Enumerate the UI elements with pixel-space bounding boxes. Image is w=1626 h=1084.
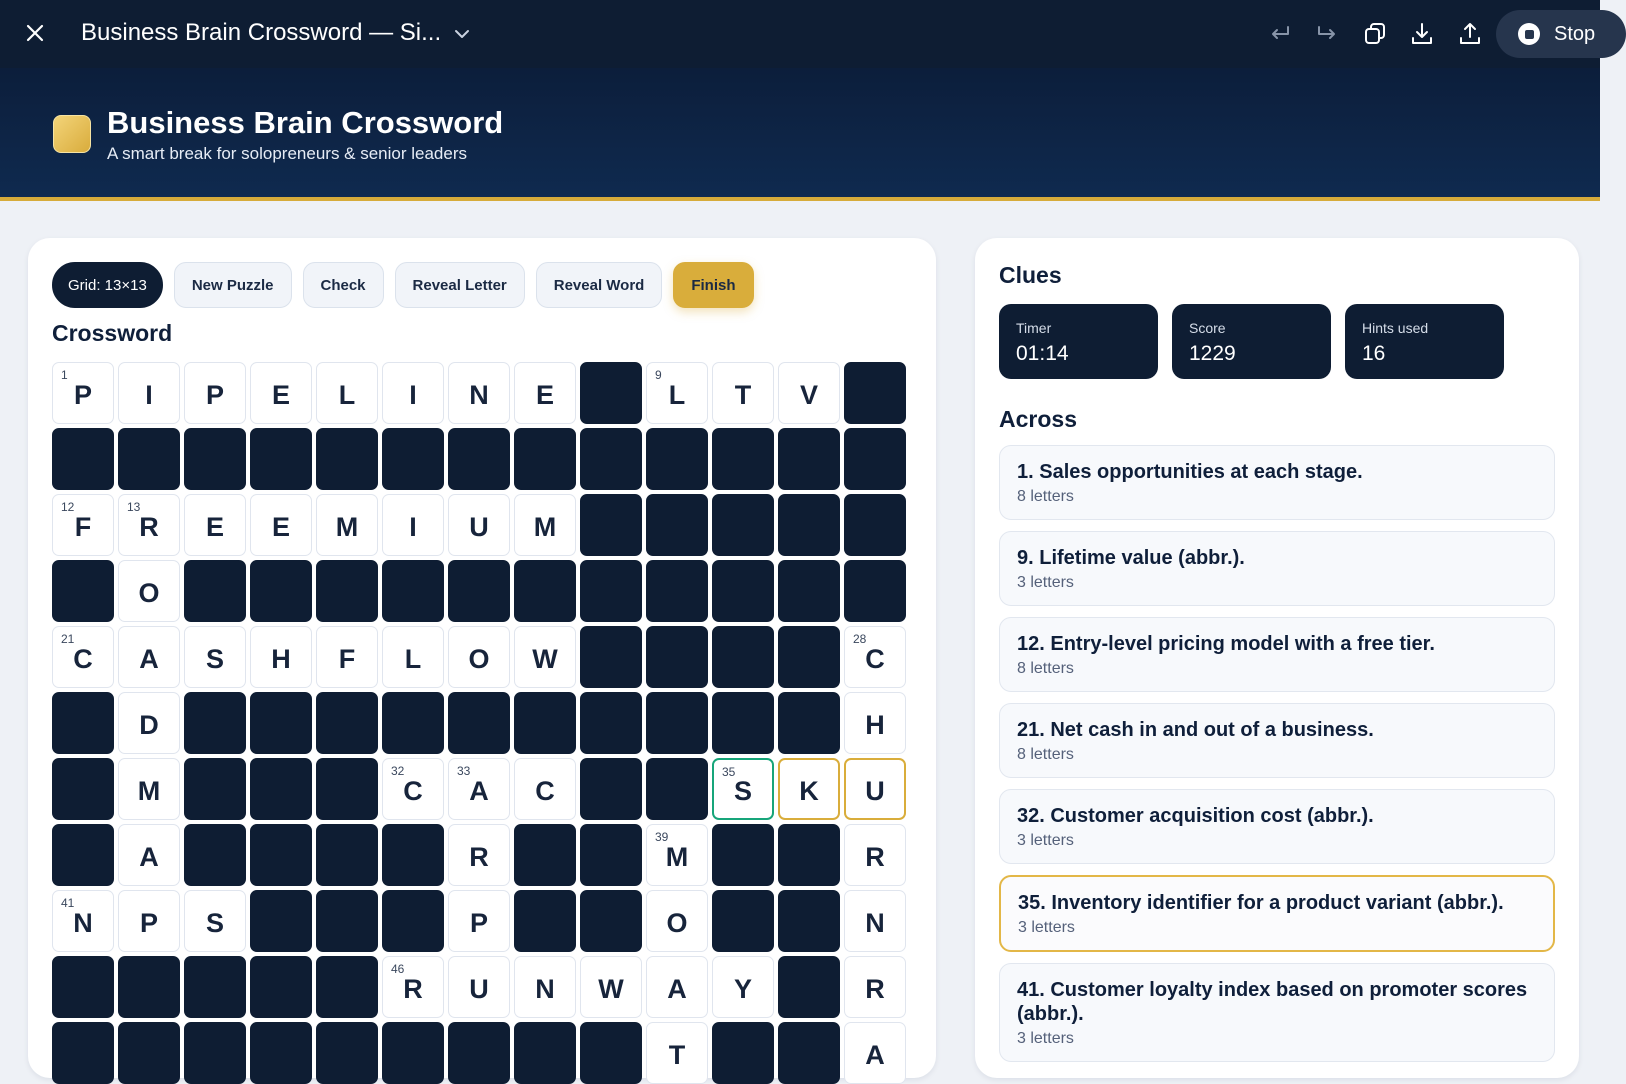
- cell-letter: T: [734, 379, 752, 410]
- grid-cell-blocked: [778, 494, 840, 556]
- grid-cell[interactable]: [712, 758, 774, 820]
- crossword-panel: [28, 238, 936, 1078]
- cell-letter: M: [137, 775, 161, 806]
- grid-cell-blocked: [712, 1022, 774, 1084]
- cell-letter: N: [469, 379, 489, 410]
- cell-letter: E: [271, 379, 290, 410]
- grid-cell-blocked: [646, 428, 708, 490]
- close-icon[interactable]: [22, 20, 48, 46]
- grid-cell-blocked: [316, 758, 378, 820]
- clue-item[interactable]: [999, 703, 1555, 778]
- clue-length: 3 letters: [1017, 832, 1074, 849]
- app-logo: [53, 115, 91, 153]
- clue-text: 12. Entry-level pricing model with a free tier.: [1017, 633, 1435, 655]
- timer-label: Timer: [1016, 320, 1052, 336]
- grid-cell[interactable]: [448, 626, 510, 688]
- cell-letter: W: [598, 973, 624, 1004]
- grid-cell[interactable]: [382, 626, 444, 688]
- cell-letter: A: [667, 973, 687, 1004]
- grid-cell-blocked: [250, 428, 312, 490]
- clue-length: 8 letters: [1017, 746, 1074, 763]
- cell-letter: O: [138, 577, 160, 608]
- grid-cell[interactable]: [118, 560, 180, 622]
- grid-cell-blocked: [250, 560, 312, 622]
- clue-text: 9. Lifetime value (abbr.).: [1017, 547, 1245, 569]
- stats-row: [999, 304, 1504, 379]
- cell-letter: E: [271, 511, 290, 542]
- cell-letter: F: [74, 511, 92, 542]
- grid-cell-blocked: [844, 362, 906, 424]
- grid-cell-blocked: [514, 1022, 576, 1084]
- grid-cell[interactable]: [778, 758, 840, 820]
- grid-cell-blocked: [778, 626, 840, 688]
- grid-cell-blocked: [448, 428, 510, 490]
- grid-cell-blocked: [316, 560, 378, 622]
- grid-cell-blocked: [184, 692, 246, 754]
- grid-cell-blocked: [250, 1022, 312, 1084]
- grid-cell[interactable]: [844, 824, 906, 886]
- grid-cell-blocked: [316, 428, 378, 490]
- cell-number: 9: [655, 368, 662, 382]
- cell-letter: O: [666, 907, 688, 938]
- grid-cell[interactable]: [316, 362, 378, 424]
- clue-item[interactable]: [999, 531, 1555, 606]
- grid-cell-blocked: [118, 428, 180, 490]
- cell-letter: L: [668, 379, 686, 410]
- grid-cell[interactable]: [184, 494, 246, 556]
- reveal-letter-button[interactable]: Reveal Letter: [395, 262, 525, 308]
- grid-cell[interactable]: [316, 494, 378, 556]
- grid-cell[interactable]: [448, 890, 510, 952]
- grid-cell[interactable]: [448, 758, 510, 820]
- score-label: Score: [1189, 320, 1226, 336]
- grid-cell-blocked: [580, 428, 642, 490]
- grid-cell-blocked: [514, 824, 576, 886]
- grid-cell-blocked: [316, 692, 378, 754]
- cell-letter: N: [535, 973, 555, 1004]
- cell-letter: P: [73, 379, 92, 410]
- cell-letter: C: [865, 643, 885, 674]
- hints-value: 16: [1362, 342, 1386, 365]
- grid-cell[interactable]: [844, 1022, 906, 1084]
- grid-cell-blocked: [52, 824, 114, 886]
- grid-cell-blocked: [646, 494, 708, 556]
- cell-letter: P: [139, 907, 158, 938]
- grid-cell[interactable]: [316, 626, 378, 688]
- grid-cell-blocked: [52, 692, 114, 754]
- grid-cell[interactable]: [646, 890, 708, 952]
- grid-cell[interactable]: [646, 362, 708, 424]
- grid-cell-blocked: [316, 956, 378, 1018]
- cell-number: 33: [457, 764, 471, 778]
- clue-text: 32. Customer acquisition cost (abbr.).: [1017, 805, 1374, 827]
- chevron-down-icon[interactable]: [450, 22, 474, 46]
- clues-heading: Clues: [999, 262, 1062, 288]
- grid-cell[interactable]: [118, 626, 180, 688]
- grid-cell[interactable]: [844, 758, 906, 820]
- cell-letter: M: [335, 511, 359, 542]
- grid-cell[interactable]: [844, 890, 906, 952]
- hints-card: [1345, 304, 1504, 379]
- download-icon[interactable]: [1408, 20, 1436, 48]
- cell-letter: I: [145, 379, 153, 410]
- grid-cell-blocked: [382, 560, 444, 622]
- cell-letter: M: [665, 841, 689, 872]
- grid-cell[interactable]: [382, 494, 444, 556]
- grid-cell-blocked: [580, 560, 642, 622]
- grid-cell[interactable]: [448, 956, 510, 1018]
- grid-size-pill[interactable]: Grid: 13×13: [52, 262, 163, 308]
- cell-letter: C: [73, 643, 93, 674]
- cell-letter: R: [865, 973, 885, 1004]
- clue-length: 8 letters: [1017, 660, 1074, 677]
- grid-cell-blocked: [448, 1022, 510, 1084]
- grid-cell-blocked: [316, 824, 378, 886]
- window-title: Business Brain Crossword — Si...: [81, 19, 442, 46]
- app-header: [0, 68, 1600, 201]
- grid-cell-blocked: [184, 428, 246, 490]
- cell-letter: N: [73, 907, 93, 938]
- clue-text: 35. Inventory identifier for a product variant (abbr.).: [1018, 892, 1504, 914]
- grid-cell-blocked: [382, 692, 444, 754]
- grid-cell-blocked: [580, 758, 642, 820]
- hints-label: Hints used: [1362, 320, 1429, 336]
- cell-letter: O: [468, 643, 490, 674]
- grid-cell-blocked: [844, 560, 906, 622]
- grid-cell-blocked: [250, 890, 312, 952]
- grid-cell-blocked: [250, 956, 312, 1018]
- grid-cell-blocked: [580, 494, 642, 556]
- app-subtitle: A smart break for solopreneurs & senior leaders: [107, 144, 468, 163]
- grid-cell-blocked: [712, 626, 774, 688]
- clue-length: 8 letters: [1017, 488, 1074, 505]
- finish-button[interactable]: Finish: [673, 262, 753, 308]
- clue-text: 21. Net cash in and out of a business.: [1017, 719, 1374, 741]
- grid-cell-blocked: [118, 1022, 180, 1084]
- grid-cell[interactable]: [382, 362, 444, 424]
- grid-cell[interactable]: [580, 956, 642, 1018]
- grid-cell-blocked: [448, 560, 510, 622]
- grid-cell-blocked: [778, 692, 840, 754]
- cell-letter: L: [338, 379, 356, 410]
- grid-cell-blocked: [448, 692, 510, 754]
- cell-number: 35: [722, 765, 736, 779]
- grid-cell[interactable]: [646, 956, 708, 1018]
- cell-number: 46: [391, 962, 405, 976]
- grid-cell[interactable]: [514, 626, 576, 688]
- grid-cell[interactable]: [52, 494, 114, 556]
- grid-cell-blocked: [580, 626, 642, 688]
- cell-letter: E: [535, 379, 554, 410]
- clues-panel: [975, 238, 1579, 1078]
- cell-letter: U: [469, 511, 489, 542]
- grid-cell-blocked: [514, 428, 576, 490]
- grid-cell-blocked: [316, 890, 378, 952]
- grid-cell-blocked: [316, 1022, 378, 1084]
- cell-letter: A: [139, 643, 159, 674]
- cell-letter: W: [532, 643, 558, 674]
- grid-cell-blocked: [778, 956, 840, 1018]
- grid-cell-blocked: [52, 956, 114, 1018]
- crossword-grid: [52, 362, 906, 1084]
- grid-cell-blocked: [778, 428, 840, 490]
- grid-cell[interactable]: [646, 824, 708, 886]
- grid-cell-blocked: [844, 428, 906, 490]
- cell-letter: P: [469, 907, 488, 938]
- grid-cell-blocked: [712, 428, 774, 490]
- grid-cell[interactable]: [52, 362, 114, 424]
- grid-cell-blocked: [778, 824, 840, 886]
- cell-letter: N: [865, 907, 885, 938]
- check-button[interactable]: Check: [303, 262, 384, 308]
- clue-text: 1. Sales opportunities at each stage.: [1017, 461, 1363, 483]
- grid-cell-blocked: [778, 890, 840, 952]
- grid-cell-blocked: [580, 692, 642, 754]
- cell-letter: H: [271, 643, 291, 674]
- grid-cell-blocked: [118, 956, 180, 1018]
- score-card: [1172, 304, 1331, 379]
- cell-number: 12: [61, 500, 75, 514]
- cell-letter: I: [409, 511, 417, 542]
- grid-cell-blocked: [778, 1022, 840, 1084]
- grid-cell-blocked: [646, 692, 708, 754]
- cell-letter: F: [338, 643, 356, 674]
- grid-cell[interactable]: [52, 890, 114, 952]
- grid-cell-blocked: [712, 824, 774, 886]
- grid-cell-blocked: [514, 890, 576, 952]
- crossword-heading: Crossword: [52, 320, 173, 346]
- grid-cell[interactable]: [646, 1022, 708, 1084]
- app-title: Business Brain Crossword: [107, 105, 504, 140]
- grid-cell[interactable]: [184, 362, 246, 424]
- clue-item[interactable]: [999, 789, 1555, 864]
- grid-cell-blocked: [184, 1022, 246, 1084]
- grid-cell-blocked: [712, 692, 774, 754]
- grid-cell-blocked: [382, 824, 444, 886]
- grid-cell[interactable]: [382, 758, 444, 820]
- grid-cell-blocked: [646, 758, 708, 820]
- clue-item[interactable]: [999, 875, 1555, 952]
- grid-cell[interactable]: [514, 362, 576, 424]
- cell-letter: M: [533, 511, 557, 542]
- stop-icon: [1518, 23, 1540, 45]
- clue-text: 41. Customer loyalty index based on promoter scores (abbr.).: [1017, 979, 1528, 1025]
- grid-cell[interactable]: [844, 956, 906, 1018]
- stop-label: Stop: [1554, 22, 1596, 45]
- grid-cell-blocked: [580, 1022, 642, 1084]
- reveal-word-button[interactable]: Reveal Word: [536, 262, 663, 308]
- stop-button[interactable]: [1496, 10, 1626, 58]
- grid-cell-blocked: [184, 560, 246, 622]
- grid-cell-blocked: [250, 758, 312, 820]
- grid-cell[interactable]: [778, 362, 840, 424]
- grid-cell-blocked: [52, 560, 114, 622]
- cell-letter: S: [733, 775, 752, 806]
- cell-letter: Y: [733, 973, 752, 1004]
- grid-cell-blocked: [382, 890, 444, 952]
- grid-cell[interactable]: [118, 692, 180, 754]
- grid-cell-blocked: [52, 428, 114, 490]
- cell-letter: V: [799, 379, 818, 410]
- cell-letter: E: [205, 511, 224, 542]
- grid-cell[interactable]: [844, 626, 906, 688]
- grid-cell-blocked: [184, 758, 246, 820]
- grid-cell-blocked: [382, 1022, 444, 1084]
- timer-value: 01:14: [1016, 342, 1069, 365]
- grid-cell-blocked: [844, 494, 906, 556]
- grid-cell[interactable]: [118, 362, 180, 424]
- grid-cell-blocked: [778, 560, 840, 622]
- clue-item[interactable]: [999, 445, 1555, 520]
- grid-cell[interactable]: [448, 494, 510, 556]
- grid-cell[interactable]: [844, 692, 906, 754]
- cell-letter: U: [865, 775, 885, 806]
- cell-letter: D: [139, 709, 159, 740]
- grid-cell[interactable]: [118, 890, 180, 952]
- cell-letter: L: [404, 643, 422, 674]
- across-clue-list: [999, 445, 1555, 1062]
- cell-letter: H: [865, 709, 885, 740]
- grid-cell-blocked: [580, 362, 642, 424]
- cell-letter: T: [668, 1039, 686, 1070]
- cell-number: 21: [61, 632, 75, 646]
- grid-cell[interactable]: [448, 824, 510, 886]
- cell-number: 41: [61, 896, 75, 910]
- grid-cell-blocked: [514, 692, 576, 754]
- grid-cell-blocked: [52, 758, 114, 820]
- grid-cell-blocked: [382, 428, 444, 490]
- cell-letter: S: [205, 907, 224, 938]
- grid-cell[interactable]: [118, 758, 180, 820]
- grid-cell-blocked: [646, 560, 708, 622]
- cell-letter: A: [139, 841, 159, 872]
- grid-cell-blocked: [250, 692, 312, 754]
- cell-letter: R: [469, 841, 489, 872]
- toolbar: [52, 262, 754, 308]
- grid-cell-blocked: [184, 956, 246, 1018]
- cell-number: 39: [655, 830, 669, 844]
- grid-cell[interactable]: [382, 956, 444, 1018]
- grid-cell[interactable]: [250, 626, 312, 688]
- window-titlebar: [0, 0, 1600, 68]
- grid-cell[interactable]: [184, 626, 246, 688]
- grid-cell[interactable]: [118, 824, 180, 886]
- clue-length: 3 letters: [1018, 919, 1075, 936]
- cell-letter: P: [205, 379, 224, 410]
- redo-icon[interactable]: [1313, 20, 1341, 48]
- clue-item[interactable]: [999, 617, 1555, 692]
- cell-letter: S: [205, 643, 224, 674]
- grid-cell-blocked: [52, 1022, 114, 1084]
- grid-cell[interactable]: [184, 890, 246, 952]
- grid-cell[interactable]: [250, 494, 312, 556]
- clue-length: 3 letters: [1017, 1030, 1074, 1047]
- across-heading: Across: [999, 406, 1077, 432]
- copy-icon[interactable]: [1361, 20, 1389, 48]
- grid-cell-blocked: [580, 890, 642, 952]
- cell-number: 32: [391, 764, 405, 778]
- cell-letter: I: [409, 379, 417, 410]
- undo-icon[interactable]: [1266, 20, 1294, 48]
- grid-cell[interactable]: [514, 956, 576, 1018]
- cell-letter: C: [403, 775, 423, 806]
- grid-cell-blocked: [712, 560, 774, 622]
- share-icon[interactable]: [1456, 20, 1484, 48]
- grid-cell-blocked: [250, 824, 312, 886]
- grid-cell-blocked: [712, 494, 774, 556]
- grid-cell-blocked: [580, 824, 642, 886]
- grid-cell[interactable]: [514, 758, 576, 820]
- cell-letter: A: [865, 1039, 885, 1070]
- grid-cell[interactable]: [52, 626, 114, 688]
- cell-letter: A: [469, 775, 489, 806]
- cell-letter: R: [865, 841, 885, 872]
- grid-cell[interactable]: [712, 362, 774, 424]
- grid-cell[interactable]: [514, 494, 576, 556]
- grid-cell-blocked: [646, 626, 708, 688]
- new-puzzle-button[interactable]: New Puzzle: [174, 262, 292, 308]
- clue-item[interactable]: [999, 963, 1555, 1062]
- timer-card: [999, 304, 1158, 379]
- grid-cell-blocked: [514, 560, 576, 622]
- grid-cell[interactable]: [448, 362, 510, 424]
- cell-letter: R: [139, 511, 159, 542]
- clue-length: 3 letters: [1017, 574, 1074, 591]
- cell-letter: C: [535, 775, 555, 806]
- cell-letter: U: [469, 973, 489, 1004]
- grid-cell-blocked: [184, 824, 246, 886]
- cell-letter: K: [799, 775, 819, 806]
- grid-cell[interactable]: [118, 494, 180, 556]
- grid-cell[interactable]: [250, 362, 312, 424]
- grid-cell-blocked: [712, 890, 774, 952]
- cell-number: 28: [853, 632, 867, 646]
- cell-letter: R: [403, 973, 423, 1004]
- grid-cell[interactable]: [712, 956, 774, 1018]
- score-value: 1229: [1189, 342, 1236, 365]
- cell-number: 13: [127, 500, 141, 514]
- cell-number: 1: [61, 368, 68, 382]
